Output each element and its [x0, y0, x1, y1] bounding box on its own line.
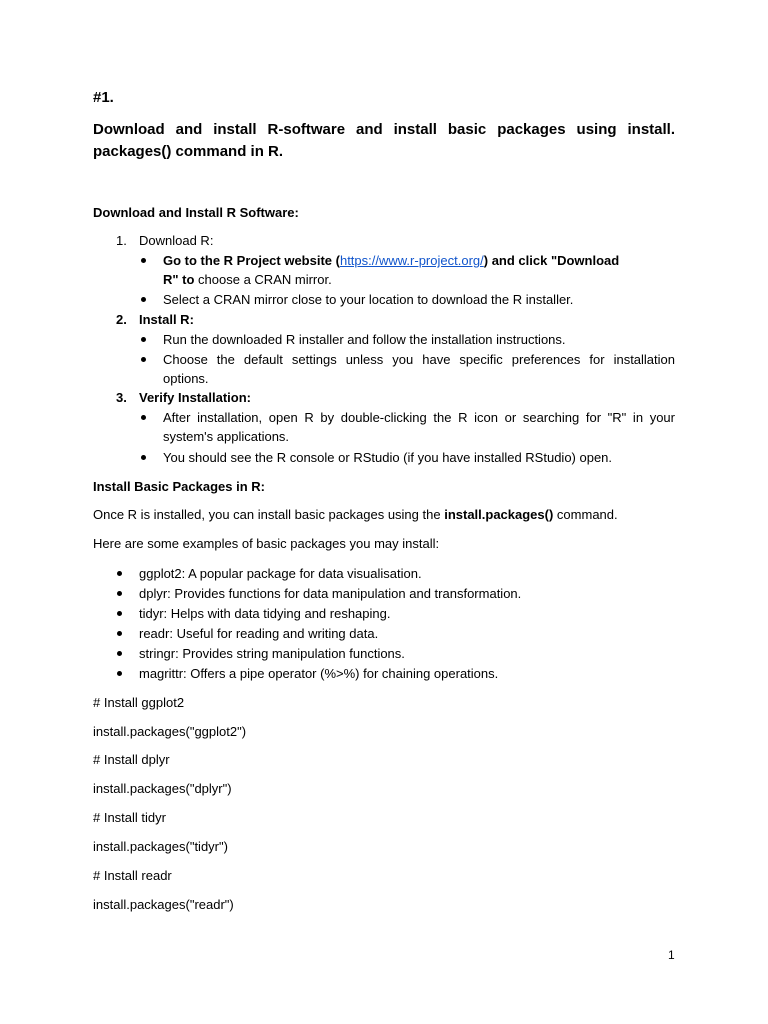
step2-bullet2-line1: Choose the default settings unless you have specific preferences for installation: [163, 352, 675, 367]
step2-label: Install R:: [139, 312, 194, 327]
step2-bullet2-line2: options.: [163, 371, 209, 386]
heading-title-line1: Download and install R-software and install basic packages using install.: [93, 121, 675, 138]
bullet-icon: [141, 297, 146, 302]
bullet-icon: [117, 671, 122, 676]
bullet-icon: [141, 337, 146, 342]
step2-bullet1: Run the downloaded R installer and follow the installation instructions.: [163, 332, 566, 347]
step1-bullet1-bold-pre: Go to the R Project website (: [163, 253, 340, 268]
examples-intro: Here are some examples of basic packages you may install:: [93, 536, 440, 551]
step1-label: Download R:: [139, 233, 214, 248]
code-line: install.packages("tidyr"): [93, 839, 228, 854]
step1-bullet1-bold-post: ) and click "Download: [483, 253, 620, 268]
page-number: 1: [668, 948, 675, 962]
step1-bullet1-line1: [163, 253, 619, 269]
package-item: magrittr: Offers a pipe operator (%>%) for chaining operations.: [139, 666, 499, 681]
intro-text-end: command.: [553, 507, 618, 522]
code-comment: # Install tidyr: [93, 810, 166, 825]
code-line: install.packages("ggplot2"): [93, 724, 247, 739]
step1-number: 1.: [116, 233, 127, 248]
step3-bullet2: You should see the R console or RStudio (if you have installed RStudio) open.: [163, 450, 613, 465]
package-item: stringr: Provides string manipulation functions.: [139, 646, 405, 661]
bullet-icon: [141, 455, 146, 460]
package-item: readr: Useful for reading and writing data.: [139, 626, 379, 641]
bullet-icon: [117, 591, 122, 596]
bullet-icon: [117, 651, 122, 656]
step1-bullet2: Select a CRAN mirror close to your location to download the R installer.: [163, 292, 574, 307]
package-item: tidyr: Helps with data tidying and reshaping.: [139, 606, 391, 621]
intro-text: Once R is installed, you can install basic packages using the: [93, 507, 445, 522]
bullet-icon: [141, 415, 146, 420]
bullet-icon: [117, 571, 122, 576]
heading-title-line2: packages() command in R.: [93, 143, 284, 160]
section1-title: Download and Install R Software:: [93, 205, 299, 220]
step3-bullet1-line2: system's applications.: [163, 429, 290, 444]
code-line: install.packages("dplyr"): [93, 781, 232, 796]
step1-bullet1-line2-bold: R" to: [163, 272, 195, 287]
step3-number: 3.: [116, 390, 127, 405]
step3-bullet1-line1: After installation, open R by double-clicking the R icon or searching for "R" in your: [163, 410, 675, 425]
step2-number: 2.: [116, 312, 127, 327]
r-project-link[interactable]: https://www.r-project.org/: [339, 253, 484, 268]
package-item: ggplot2: A popular package for data visualisation.: [139, 566, 422, 581]
bullet-icon: [141, 258, 146, 263]
bullet-icon: [117, 631, 122, 636]
intro-command: install.packages(): [444, 507, 554, 522]
code-line: install.packages("readr"): [93, 897, 234, 912]
code-comment: # Install ggplot2: [93, 695, 185, 710]
heading-number: #1.: [93, 89, 114, 106]
section2-intro: [93, 507, 618, 523]
step1-bullet1-line2: [163, 272, 332, 288]
package-item: dplyr: Provides functions for data manipulation and transformation.: [139, 586, 522, 601]
code-comment: # Install readr: [93, 868, 172, 883]
section2-title: Install Basic Packages in R:: [93, 479, 265, 494]
bullet-icon: [117, 611, 122, 616]
step1-bullet1-line2-text: choose a CRAN mirror.: [194, 272, 332, 287]
code-comment: # Install dplyr: [93, 752, 170, 767]
step3-label: Verify Installation:: [139, 390, 251, 405]
bullet-icon: [141, 357, 146, 362]
